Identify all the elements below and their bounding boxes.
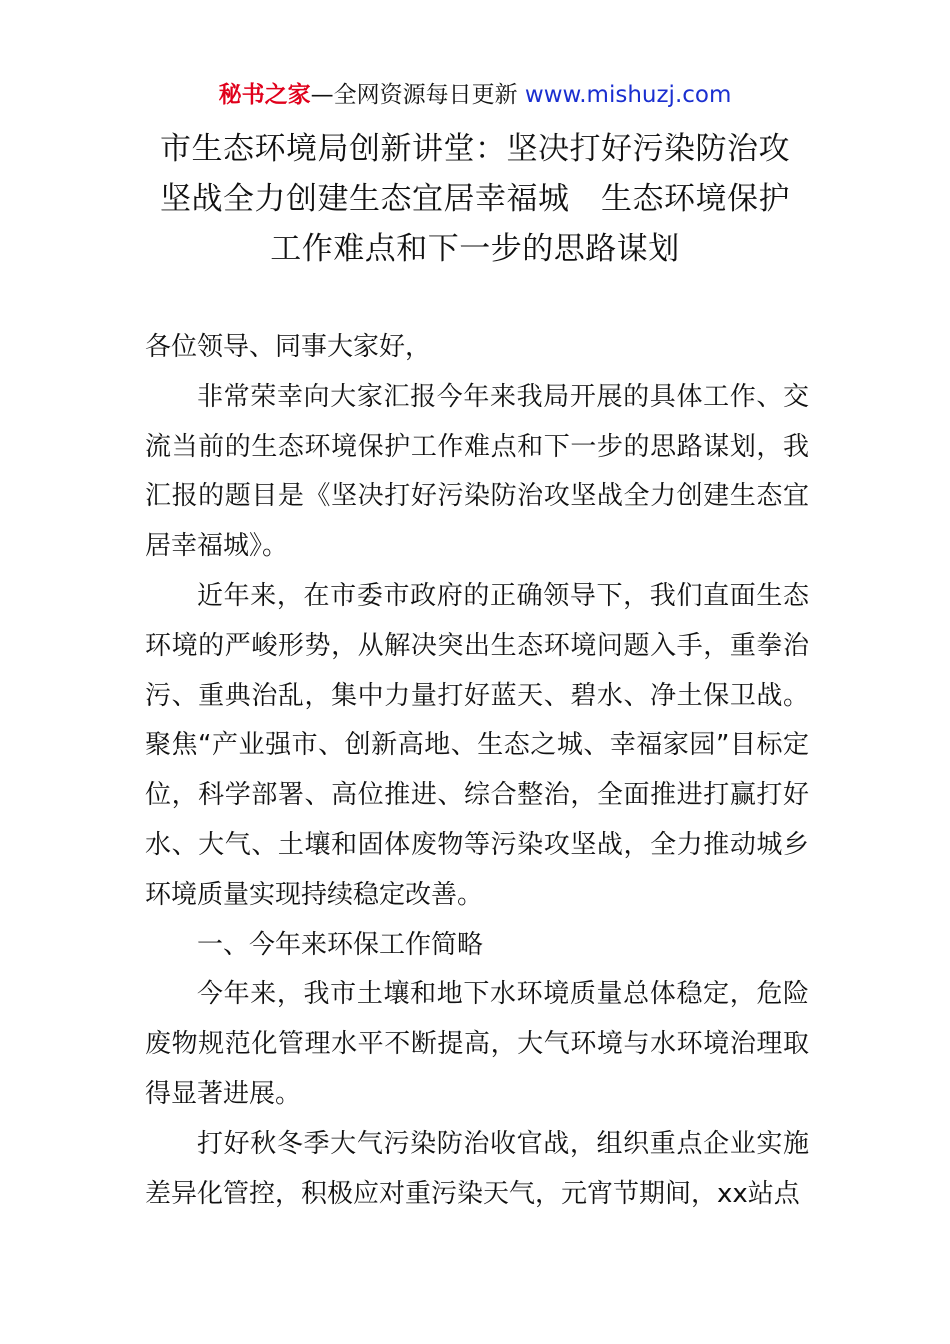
title-line: 坚战全力创建生态宜居幸福城 生态环境保护 [160, 181, 790, 217]
section-heading: 一、今年来环保工作简略 [197, 929, 484, 960]
document-title [130, 124, 820, 274]
header-tagline: —全网资源每日更新 [310, 82, 525, 108]
body-paragraph: 非常荣幸向大家汇报今年来我局开展的具体工作、交流当前的生态环境保护工作难点和下一步的思路谋划，我汇报的题目是《坚决打好污染防治攻坚战全力创建生态宜居幸福城》。 [145, 381, 809, 562]
body-paragraph: 打好秋冬季大气污染防治收官战，组织重点企业实施差异化管控，积极应对重污染天气，元宵节期间，xx站点 [145, 1128, 809, 1209]
site-header [0, 80, 950, 110]
brand-name: 秘书之家 [218, 82, 311, 108]
document-body [145, 323, 809, 1219]
body-paragraph: 近年来，在市委市政府的正确领导下，我们直面生态环境的严峻形势，从解决突出生态环境问题入手，重拳治污、重典治乱，集中力量打好蓝天、碧水、净土保卫战。聚焦“产业强市、创新高地、生态之城、幸福家园”目标定位，科学部署、高位推进、综合整治，全面推进打赢打好水、大气、土壤和固体废物等污染攻坚战，全力推动城乡环境质量实现持续稳定改善。 [145, 580, 809, 910]
body-paragraph: 今年来，我市土壤和地下水环境质量总体稳定，危险废物规范化管理水平不断提高，大气环境与水环境治理取得显著进展。 [145, 979, 809, 1109]
title-line: 市生态环境局创新讲堂：坚决打好污染防治攻 [160, 131, 790, 167]
title-line: 工作难点和下一步的思路谋划 [270, 231, 680, 267]
site-url-link[interactable]: www.mishuzj.com [524, 82, 732, 108]
greeting-paragraph: 各位领导、同事大家好， [145, 332, 432, 362]
